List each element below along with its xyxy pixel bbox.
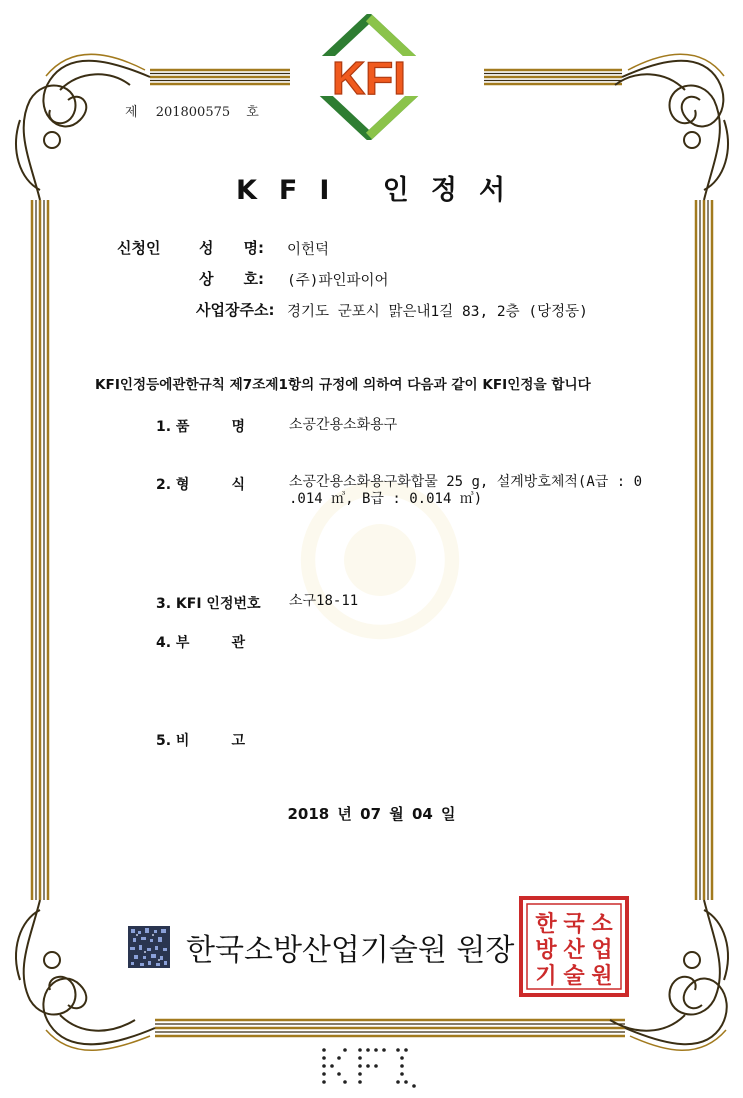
kfi-logo xyxy=(298,14,440,140)
item-product-name-label: 1. 품 명 xyxy=(156,419,245,435)
svg-text:업: 업 xyxy=(591,937,613,963)
hologram-qr-icon xyxy=(128,926,170,968)
official-seal-stamp xyxy=(518,895,630,998)
company-value: (주)파인파이어 xyxy=(287,273,389,289)
svg-text:술: 술 xyxy=(563,963,585,989)
address-label: 사업장주소: xyxy=(196,301,275,319)
address-value: 경기도 군포시 맑은내1길 83, 2층 (당정동) xyxy=(287,304,588,320)
svg-text:기: 기 xyxy=(535,963,557,989)
item-product-name-value: 소공간용소화용구 xyxy=(289,417,398,433)
certificate-title: KFI 인정서 xyxy=(235,175,528,206)
company-label: 상 호: xyxy=(199,270,264,288)
svg-text:산: 산 xyxy=(563,937,585,963)
perforation-kfi-mark xyxy=(318,1046,418,1090)
certificate-number xyxy=(125,101,259,120)
svg-text:소: 소 xyxy=(591,911,613,937)
kfi-logo-text: KFI xyxy=(331,52,407,104)
regulation-statement: KFI인정등에관한규칙 제7조제1항의 규정에 의하여 다음과 같이 KFI인정을 합니다 xyxy=(95,377,591,393)
issue-date: 2018 년 07 월 04 일 xyxy=(287,805,456,823)
item-kfi-number-value: 소구18-11 xyxy=(289,593,359,609)
applicant-name-value: 이헌덕 xyxy=(287,242,330,258)
item-kfi-number-label: 3. KFI 인정번호 xyxy=(156,596,261,612)
item-conditions-label: 4. 부 관 xyxy=(156,635,245,651)
item-type-label: 2. 형 식 xyxy=(156,477,245,493)
item-type-value xyxy=(289,474,689,508)
item-type-value-line2: .014 ㎥, B급 : 0.014 ㎥) xyxy=(289,491,483,507)
svg-text:원: 원 xyxy=(591,963,613,989)
svg-text:국: 국 xyxy=(563,911,585,937)
item-type-value-line1: 소공간용소화용구화합물 25 g, 설계방호체적(A급 : 0 xyxy=(289,474,643,490)
applicant-section-label: 신청인 xyxy=(117,239,161,257)
applicant-name-label: 성 명: xyxy=(199,239,264,257)
svg-text:한: 한 xyxy=(535,911,557,937)
issuer-name: 한국소방산업기술원 원장 xyxy=(186,933,515,968)
cert-number-suffix: 호 xyxy=(246,105,259,120)
svg-text:방: 방 xyxy=(535,937,557,963)
item-remarks-label: 5. 비 고 xyxy=(156,733,245,749)
cert-number-prefix: 제 xyxy=(125,105,138,120)
cert-number-value: 201800575 xyxy=(155,105,231,120)
